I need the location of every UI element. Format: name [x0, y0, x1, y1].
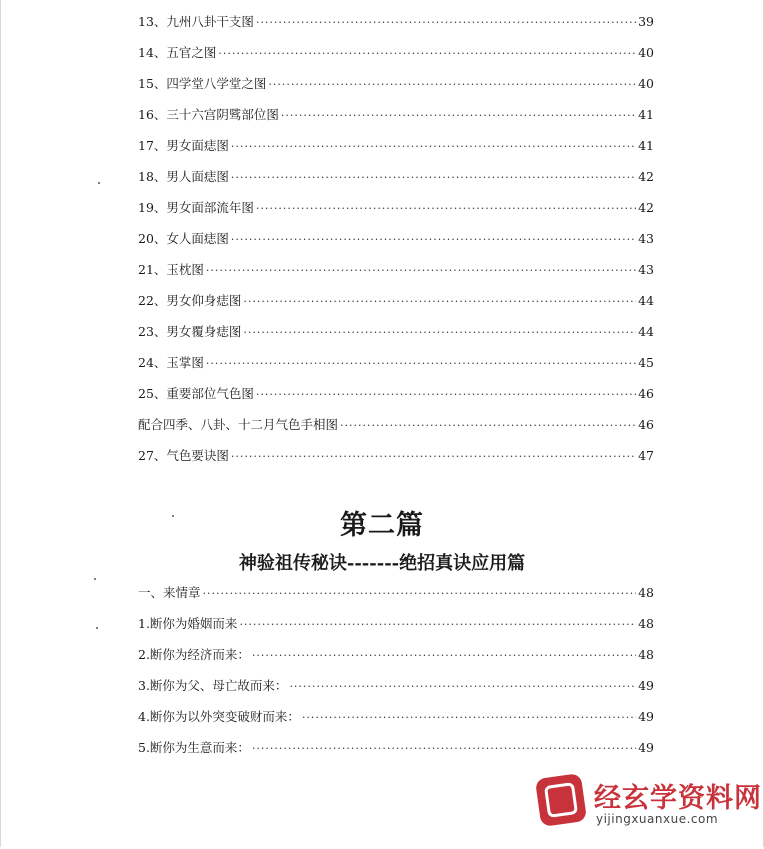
toc-entry-title: 24、玉掌图: [138, 355, 204, 370]
toc-leader-dots: [243, 295, 636, 308]
toc-entry-page-number: 49: [638, 740, 654, 755]
toc-leader-dots: [268, 78, 636, 91]
toc-entry: [138, 136, 654, 167]
watermark-logo-icon: [535, 773, 587, 827]
toc-leader-dots: [252, 649, 636, 662]
toc-entry-page-number: 48: [638, 585, 654, 600]
toc-leader-dots: [239, 618, 636, 631]
toc-entry: [138, 707, 654, 738]
toc-entry: [138, 583, 654, 614]
toc-entry-title: 16、三十六宫阴骘部位图: [138, 107, 279, 122]
toc-entry: [138, 322, 654, 353]
toc-section-part2: [138, 583, 654, 769]
toc-entry-title: 17、男女面痣图: [138, 138, 229, 153]
toc-entry-title: 19、男女面部流年图: [138, 200, 254, 215]
toc-entry: [138, 614, 654, 645]
toc-entry-page-number: 40: [638, 45, 654, 60]
toc-leader-dots: [252, 742, 636, 755]
toc-leader-dots: [231, 171, 636, 184]
toc-entry: [138, 415, 654, 446]
toc-entry-page-number: 47: [638, 448, 654, 463]
toc-leader-dots: [281, 109, 636, 122]
toc-entry-title: 18、男人面痣图: [138, 169, 229, 184]
watermark: [538, 774, 762, 832]
toc-entry: [138, 353, 654, 384]
toc-entry-title: 一、来情章: [138, 585, 201, 600]
toc-entry: [138, 446, 654, 477]
toc-entry-page-number: 46: [638, 417, 654, 432]
toc-entry-page-number: 41: [638, 107, 654, 122]
toc-entry: [138, 645, 654, 676]
scan-speck: [94, 578, 96, 580]
toc-entry-title: 22、男女仰身痣图: [138, 293, 242, 308]
toc-leader-dots: [256, 16, 636, 29]
toc-entry-title: 23、男女覆身痣图: [138, 324, 242, 339]
toc-leader-dots: [231, 450, 636, 463]
toc-entry-page-number: 49: [638, 678, 654, 693]
toc-entry: [138, 229, 654, 260]
toc-entry-page-number: 46: [638, 386, 654, 401]
toc-entry-title: 14、五官之图: [138, 45, 217, 60]
toc-entry-title: 2.断你为经济而来：: [138, 647, 250, 662]
toc-leader-dots: [231, 140, 636, 153]
part-subtitle: 神验祖传秘诀-------绝招真诀应用篇: [238, 553, 526, 574]
toc-entry-page-number: 42: [638, 169, 654, 184]
toc-entry-title: 1.断你为婚姻而来: [138, 616, 238, 631]
toc-entry-page-number: 44: [638, 324, 654, 339]
toc-entry-page-number: 48: [638, 647, 654, 662]
toc-entry: [138, 74, 654, 105]
toc-entry: [138, 260, 654, 291]
toc-entry: [138, 167, 654, 198]
toc-entry-title: 配合四季、八卦、十二月气色手相图: [138, 417, 339, 432]
toc-leader-dots: [256, 388, 636, 401]
toc-entry-page-number: 44: [638, 293, 654, 308]
toc-entry-page-number: 42: [638, 200, 654, 215]
toc-entry-title: 5.断你为生意而来：: [138, 740, 250, 755]
toc-entry: [138, 738, 654, 769]
watermark-site-name: 经玄学资料网: [594, 783, 762, 814]
toc-entry-title: 4.断你为以外突变破财而来：: [138, 709, 300, 724]
toc-section-part1: [138, 12, 654, 477]
toc-leader-dots: [203, 587, 637, 600]
toc-entry: [138, 43, 654, 74]
toc-entry-title: 3.断你为父、母亡故而来：: [138, 678, 288, 693]
toc-entry-page-number: 49: [638, 709, 654, 724]
toc-entry: [138, 12, 654, 43]
toc-entry: [138, 105, 654, 136]
toc-leader-dots: [231, 233, 636, 246]
toc-entry: [138, 384, 654, 415]
toc-leader-dots: [243, 326, 636, 339]
toc-entry-page-number: 43: [638, 262, 654, 277]
toc-entry-title: 13、九州八卦干支图: [138, 14, 254, 29]
toc-entry-page-number: 45: [638, 355, 654, 370]
toc-entry-page-number: 48: [638, 616, 654, 631]
toc-leader-dots: [218, 47, 636, 60]
toc-entry: [138, 676, 654, 707]
toc-entry-title: 25、重要部位气色图: [138, 386, 254, 401]
toc-entry-title: 15、四学堂八学堂之图: [138, 76, 267, 91]
toc-entry-page-number: 40: [638, 76, 654, 91]
toc-leader-dots: [206, 357, 636, 370]
scan-speck: [98, 182, 100, 184]
scan-speck: [172, 515, 174, 517]
toc-entry-title: 20、女人面痣图: [138, 231, 229, 246]
toc-entry-title: 21、玉枕图: [138, 262, 204, 277]
toc-leader-dots: [206, 264, 636, 277]
toc-entry: [138, 198, 654, 229]
toc-entry-page-number: 39: [638, 14, 654, 29]
part-title: 第二篇: [340, 510, 424, 541]
toc-entry-title: 27、气色要诀图: [138, 448, 229, 463]
toc-leader-dots: [289, 680, 636, 693]
toc-entry-page-number: 41: [638, 138, 654, 153]
toc-leader-dots: [256, 202, 636, 215]
toc-entry-page-number: 43: [638, 231, 654, 246]
scan-speck: [96, 627, 98, 629]
watermark-url: yijingxuanxue.com: [596, 812, 719, 826]
toc-leader-dots: [340, 419, 636, 432]
toc-leader-dots: [302, 711, 636, 724]
toc-entry: [138, 291, 654, 322]
